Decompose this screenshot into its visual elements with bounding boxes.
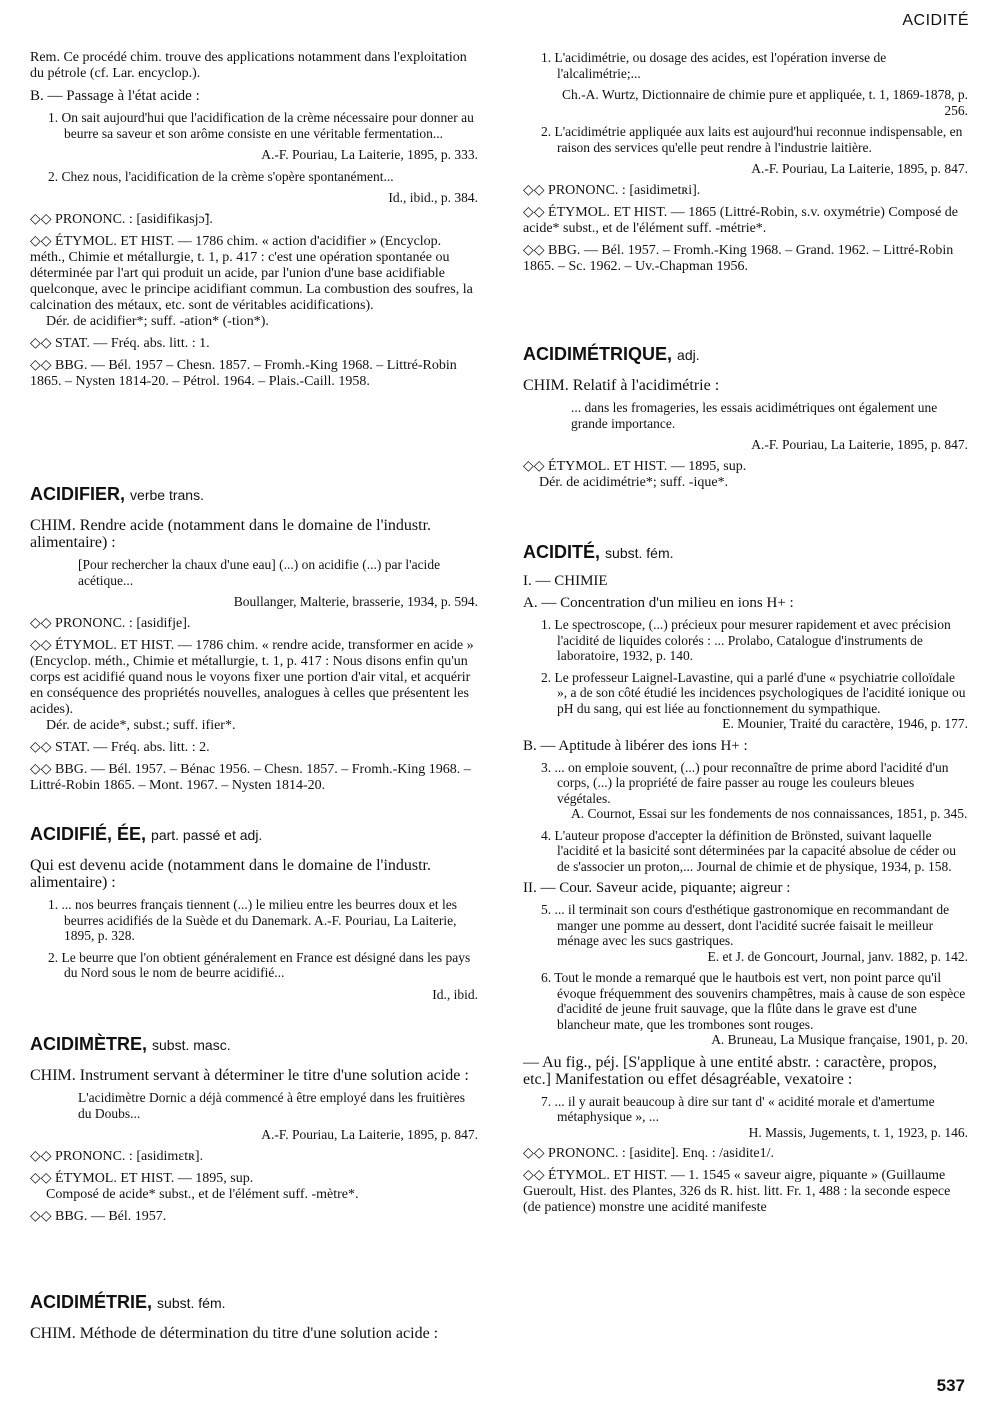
entry-acidimetrie	[30, 1294, 478, 1348]
pronunciation: ◇◇ PRONONC. : [asidimetʀi].	[523, 182, 701, 198]
section-a: A. — Concentration d'un milieu en ions H+ :	[523, 595, 794, 611]
example: ... dans les fromageries, les essais acidimétriques ont également une grande importance.	[571, 400, 938, 431]
section-i: I. — CHIMIE	[523, 573, 608, 589]
headword-text: ACIDIMÈTRE,	[30, 1034, 147, 1054]
example-1-source: A.-F. Pouriau, La Laiterie, 1895, p. 333.	[261, 147, 478, 162]
remark: Rem. Ce procédé chim. trouve des applications notamment dans l'exploitation du pétrole (cf. Lar. encyclop.).	[30, 50, 467, 81]
etymology: ◇◇ ÉTYMOL. ET HIST. — 1865 (Littré-Robin, s.v. oxymétrie) Composé de acide* subst., et de l'élément suff. -métrie*.	[523, 204, 958, 236]
definition: CHIM. Relatif à l'acidimétrie :	[523, 377, 720, 394]
example-5: 5. ... il terminait son cours d'esthétique gastronomique en recommandant de manger une pomme au dessert, dont l'acidité sucrée faisait le meilleur ménage avec les sucs gastriques.	[541, 902, 950, 948]
section-b: B. — Passage à l'état acide :	[30, 88, 200, 104]
definition: Qui est devenu acide (notamment dans le domaine de l'industr. alimentaire) :	[30, 857, 431, 891]
example-source: A.-F. Pouriau, La Laiterie, 1895, p. 847.	[261, 1127, 478, 1142]
entry-acidite	[523, 544, 968, 1222]
derivation: Dér. de acidimétrie*; suff. -ique*.	[539, 474, 729, 490]
right-column	[523, 50, 968, 1215]
bibliography: ◇◇ BBG. — Bél. 1957. – Fromh.-King 1968. – Grand. 1962. – Littré-Robin 1865. – Sc. 1962. – Uv.-Chapman 1956.	[523, 242, 954, 274]
example-source: Boullanger, Malterie, brasserie, 1934, p. 594.	[233, 594, 478, 609]
example: L'acidimètre Dornic a déjà commencé à être employé dans les fruitières du Doubs...	[78, 1090, 466, 1121]
section-b: B. — Aptitude à libérer des ions H+ :	[523, 737, 748, 754]
example-7: 7. ... il y aurait beaucoup à dire sur tant d' « acidité morale et d'amertume métaphysique », ...	[541, 1093, 935, 1124]
running-head: ACIDITÉ	[902, 12, 969, 29]
statistics: ◇◇ STAT. — Fréq. abs. litt. : 1.	[30, 335, 210, 351]
definition: CHIM. Instrument servant à déterminer le titre d'une solution acide :	[30, 1067, 469, 1084]
entry-acidifie	[30, 826, 478, 1008]
example-2-source: A.-F. Pouriau, La Laiterie, 1895, p. 847.	[751, 161, 968, 176]
example-2-source: Id., ibid.	[432, 986, 478, 1002]
headword	[523, 544, 968, 561]
example-7-source: H. Massis, Jugements, t. 1, 1923, p. 146.	[748, 1124, 968, 1140]
headword-text: ACIDITÉ,	[523, 542, 601, 562]
statistics: ◇◇ STAT. — Fréq. abs. litt. : 2.	[30, 739, 210, 755]
example-3-source: A. Cournot, Essai sur les fondements de nos connaissances, 1851, p. 345.	[571, 806, 968, 821]
example-1: 1. L'acidimétrie, ou dosage des acides, est l'opération inverse de l'alcalimétrie;...	[541, 50, 887, 81]
etymology: ◇◇ ÉTYMOL. ET HIST. — 1895, sup.	[523, 458, 747, 474]
example-3: 3. ... on emploie souvent, (...) pour reconnaître de prime abord l'acidité d'un corps, (...) la propriété de faire passer au rouge les couleurs bleues végétales.	[541, 759, 949, 806]
pronunciation: ◇◇ PRONONC. : [asidifikasjɔ̃].	[30, 211, 213, 227]
example-2: 2. Le beurre que l'on obtient généralement en France est désigné dans les pays du Nord sous le nom de beurre acidifié...	[48, 949, 471, 980]
figurative-sense: — Au fig., péj. [S'applique à une entité abstr. : caractère, propos, etc.] Manifestation ou effet désagréable, vexatoire :	[523, 1053, 937, 1088]
section-ii: II. — Cour. Saveur acide, piquante; aigreur :	[523, 880, 791, 896]
grammatical-category: adj.	[677, 347, 700, 363]
example-source: A.-F. Pouriau, La Laiterie, 1895, p. 847.	[751, 437, 968, 452]
bibliography: ◇◇ BBG. — Bél. 1957. – Bénac 1956. – Chesn. 1857. – Fromh.-King 1968. – Littré-Robin 1865. – Mont. 1967. – Nysten 1814-20.	[30, 761, 471, 793]
headword	[30, 486, 478, 503]
definition: CHIM. Méthode de détermination du titre d'une solution acide :	[30, 1325, 439, 1342]
grammatical-category: subst. masc.	[152, 1037, 231, 1053]
etymology: ◇◇ ÉTYMOL. ET HIST. — 1786 chim. « action d'acidifier » (Encyclop. méth., Chimie et métallurgie, t. 1, p. 417 : c'est une opération spontanée ou déterminée par l'art qui produit un acide, par l'union d'une base acidifiable quelconque, avec le principe acidifiant commun. La combustion des soufres, la calcination des métaux, etc. sont de véritables acidifications).	[30, 233, 473, 313]
pronunciation: ◇◇ PRONONC. : [asidimɛtʀ].	[30, 1148, 204, 1164]
derivation: Composé de acide* subst., et de l'élément suff. -mètre*.	[46, 1186, 359, 1202]
example-4: 4. L'auteur propose d'accepter la définition de Brönsted, suivant laquelle l'acidité et la basicité sont déterminées par la capacité absolue de céder ou de s'associer un proton,... Journal de chimie et de physique, 1934, p. 158.	[541, 827, 956, 874]
definition: CHIM. Rendre acide (notamment dans le domaine de l'industr. alimentaire) :	[30, 517, 432, 551]
grammatical-category: subst. fém.	[605, 545, 674, 561]
example-1: 1. ... nos beurres français tiennent (...) le milieu entre les beurres doux et les beurres acidifiés de la Suède et du Danemark. A.-F. Pouriau, La Laiterie, 1895, p. 328.	[48, 897, 457, 943]
example-6-source: A. Bruneau, La Musique française, 1901, p. 20.	[711, 1032, 968, 1047]
derivation: Dér. de acidifier*; suff. -ation* (-tion*).	[46, 313, 269, 329]
example-2: 2. Chez nous, l'acidification de la crème s'opère spontanément...	[48, 168, 394, 184]
pronunciation: ◇◇ PRONONC. : [asidite]. Enq. : /asidite1/.	[523, 1146, 774, 1161]
example-2-source: E. Mounier, Traité du caractère, 1946, p. 177.	[722, 716, 968, 731]
etymology: ◇◇ ÉTYMOL. ET HIST. — 1. 1545 « saveur aigre, piquante » (Guillaume Gueroult, Hist. des Plantes, 326 ds R. hist. litt. Fr. 1, 488 : la seconde espece (de patience) monstre une acidité manifeste	[523, 1168, 951, 1215]
headword-text: ACIDIMÉTRIE,	[30, 1292, 153, 1312]
headword	[30, 1036, 478, 1053]
grammatical-category: part. passé et adj.	[151, 827, 263, 843]
headword	[30, 826, 478, 843]
pronunciation: ◇◇ PRONONC. : [asidifje].	[30, 615, 191, 631]
example-1: 1. Le spectroscope, (...) précieux pour mesurer rapidement et avec précision l'acidité de liquides colorés : ... Prolabo, Catalogue d'instruments de laboratoire, 1932, p. 140.	[541, 617, 951, 663]
grammatical-category: verbe trans.	[130, 487, 204, 503]
entry-acidimetre	[30, 1036, 478, 1231]
grammatical-category: subst. fém.	[157, 1295, 226, 1311]
left-column	[30, 50, 478, 1342]
bibliography: ◇◇ BBG. — Bél. 1957.	[30, 1208, 167, 1224]
headword-text: ACIDIFIER,	[30, 484, 126, 504]
entry-acidifier	[30, 486, 478, 800]
headword	[523, 346, 968, 363]
headword	[30, 1294, 478, 1311]
example: [Pour rechercher la chaux d'une eau] (...) on acidifie (...) par l'acide acétique...	[78, 557, 441, 588]
example-2: 2. L'acidimétrie appliquée aux laits est aujourd'hui reconnue indispensable, en raison des services qu'elle peut rendre à l'industrie laitière.	[541, 124, 963, 155]
example-2: 2. Le professeur Laignel-Lavastine, qui a parlé d'une « psychiatrie colloïdale », a de son côté étudié les incidences psychologiques de l'acidité ionique ou pH du sang, qui est liée au fonctionnement du sympathique.	[541, 669, 966, 716]
example-1: 1. On sait aujourd'hui que l'acidification de la crème nécessaire pour donner au beurre sa saveur et son arôme consiste en une véritable fermentation...	[48, 110, 474, 141]
headword-text: ACIDIMÉTRIQUE,	[523, 344, 673, 364]
example-1-source: Ch.-A. Wurtz, Dictionnaire de chimie pure et appliquée, t. 1, 1869-1878, p. 256.	[562, 87, 968, 118]
etymology: ◇◇ ÉTYMOL. ET HIST. — 1895, sup.	[30, 1170, 254, 1186]
derivation: Dér. de acide*, subst.; suff. ifier*.	[46, 717, 236, 733]
example-5-source: E. et J. de Goncourt, Journal, janv. 1882, p. 142.	[707, 948, 968, 964]
etymology: ◇◇ ÉTYMOL. ET HIST. — 1786 chim. « rendre acide, transformer en acide » (Encyclop. méth., Chimie et métallurgie, t. 1, p. 417 : Nous disons enfin qu'un corps est acidifié quand nous le voyons fixer une portion d'air vital, et acquérir en conséquence des propriétés nouvelles, analogues à celles que présentent les acides).	[30, 637, 474, 717]
example-2-source: Id., ibid., p. 384.	[388, 190, 478, 205]
headword-text: ACIDIFIÉ, ÉE,	[30, 824, 147, 844]
page-number: 537	[936, 1376, 965, 1395]
example-6: 6. Tout le monde a remarqué que le hautbois est vert, non point parce qu'il évoque fréquemment des souvenirs champêtres, mais à cause de son espèce d'acidité de jeune fruit sauvage, que la flûte dans le grave est d'une blancheur mate, que les trombones sont rouges.	[541, 970, 966, 1032]
bibliography: ◇◇ BBG. — Bél. 1957 – Chesn. 1857. – Fromh.-King 1968. – Littré-Robin 1865. – Nysten 1814-20. – Pétrol. 1964. – Plais.-Caill. 1958.	[30, 357, 457, 389]
entry-acidimetrique	[523, 346, 968, 497]
